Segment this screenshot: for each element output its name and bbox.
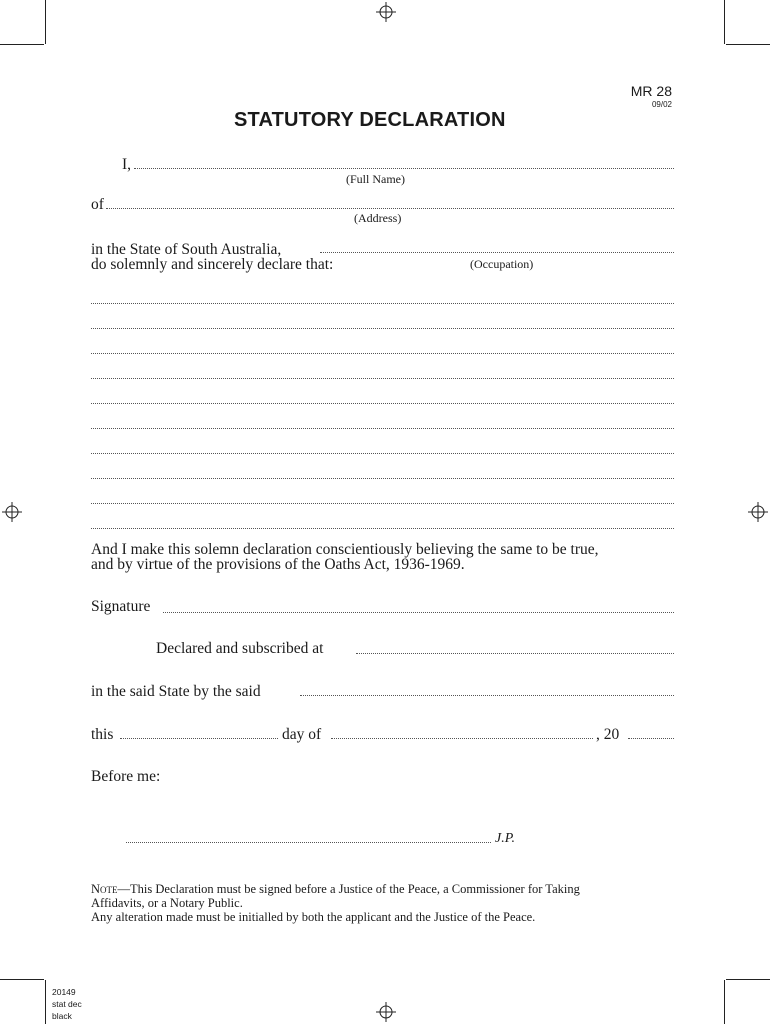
crop-mark — [45, 980, 46, 1024]
registration-mark-icon — [2, 502, 22, 522]
crop-mark — [0, 979, 44, 980]
registration-mark-icon — [376, 1002, 396, 1022]
note-text: —This Declaration must be signed before a Justice of the Peace, a Commissioner for Taking — [117, 882, 580, 896]
declaration-line[interactable] — [91, 478, 674, 479]
crop-mark — [0, 44, 44, 45]
declaration-line[interactable] — [91, 428, 674, 429]
form-date: 09/02 — [651, 100, 672, 109]
note-line: Affidavits, or a Notary Public. — [91, 896, 243, 910]
page-title: STATUTORY DECLARATION — [234, 109, 506, 131]
crop-mark — [45, 0, 46, 44]
registration-mark-icon — [748, 502, 768, 522]
full-name-caption: (Full Name) — [346, 172, 405, 186]
solemn-statement-line: And I make this solemn declaration conscientiously believing the same to be true, — [91, 541, 599, 558]
declaration-line[interactable] — [91, 353, 674, 354]
occupation-caption: (Occupation) — [470, 257, 534, 271]
solemn-statement-line: and by virtue of the provisions of the Oaths Act, 1936-1969. — [91, 556, 465, 573]
declaration-line[interactable] — [91, 328, 674, 329]
full-name-field[interactable] — [134, 168, 674, 169]
before-me-label: Before me: — [91, 768, 161, 785]
declaration-line[interactable] — [91, 528, 674, 529]
declared-at-label: Declared and subscribed at — [156, 640, 324, 657]
year-field[interactable] — [628, 738, 674, 739]
address-caption: (Address) — [354, 211, 402, 225]
said-state-field[interactable] — [300, 695, 674, 696]
declare-label: do solemnly and sincerely declare that: — [91, 256, 334, 273]
note-line — [91, 882, 580, 897]
crop-mark — [726, 44, 770, 45]
job-number: 20149 — [52, 987, 76, 997]
jp-label: J.P. — [495, 831, 515, 846]
signature-field[interactable] — [163, 612, 674, 613]
day-of-label: day of — [282, 726, 322, 743]
declaration-line[interactable] — [91, 503, 674, 504]
signature-label: Signature — [91, 598, 151, 615]
crop-mark — [724, 980, 725, 1024]
registration-mark-icon — [376, 2, 396, 22]
declared-at-field[interactable] — [356, 653, 674, 654]
crop-mark — [726, 979, 770, 980]
day-field[interactable] — [120, 738, 278, 739]
declaration-line[interactable] — [91, 378, 674, 379]
jp-signature-field[interactable] — [126, 842, 491, 843]
address-field[interactable] — [106, 208, 674, 209]
occupation-field[interactable] — [320, 252, 674, 253]
said-state-label: in the said State by the said — [91, 683, 261, 700]
crop-mark — [724, 0, 725, 44]
this-label: this — [91, 726, 114, 743]
ink-color: black — [52, 1011, 72, 1021]
state-label: in the State of South Australia, — [91, 241, 282, 258]
note-line: Any alteration made must be initialled by both the applicant and the Justice of the Peace. — [91, 910, 536, 924]
note-prefix: Note — [91, 882, 118, 896]
declaration-line[interactable] — [91, 403, 674, 404]
of-label: of — [91, 196, 104, 213]
declaration-line[interactable] — [91, 303, 674, 304]
month-field[interactable] — [331, 738, 593, 739]
declaration-line[interactable] — [91, 453, 674, 454]
i-label: I, — [122, 156, 132, 173]
job-name: stat dec — [52, 999, 82, 1009]
year-label: , 20 — [596, 726, 620, 743]
form-code: MR 28 — [630, 83, 672, 99]
